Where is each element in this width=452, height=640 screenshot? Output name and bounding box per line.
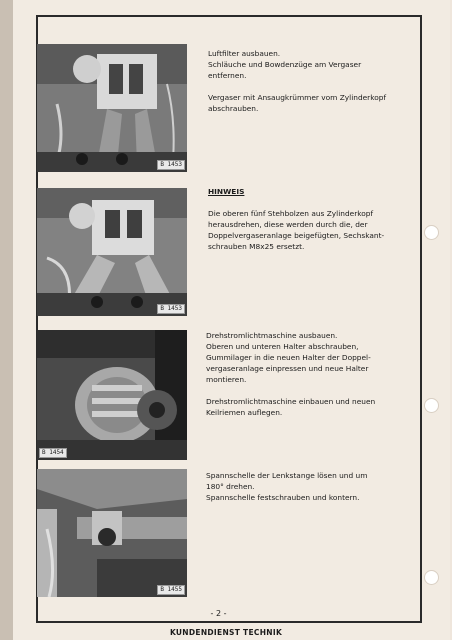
instruction-line: montieren. <box>206 375 247 384</box>
punch-hole <box>424 570 439 585</box>
instruction-line: Gummilager in die neuen Halter der Doppel- <box>206 353 371 362</box>
punch-hole <box>424 225 439 240</box>
photo-alternator <box>37 330 187 460</box>
instruction-line: Doppelvergaseranlage beigefügten, Sechskant- <box>208 231 385 240</box>
instruction-line: entfernen. <box>208 71 247 80</box>
photo-carburetor-1 <box>37 44 187 172</box>
instruction-line: Keilriemen auflegen. <box>206 408 283 417</box>
instruction-line: Oberen und unteren Halter abschrauben, <box>206 342 359 351</box>
instruction-line: Schläuche und Bowdenzüge am Vergaser <box>208 60 362 69</box>
photo-steering-clamp <box>37 469 187 597</box>
instruction-line: Drehstromlichtmaschine ausbauen. <box>206 331 338 340</box>
instruction-block-2 <box>208 186 384 252</box>
instruction-line: Luftfilter ausbauen. <box>208 49 281 58</box>
punch-hole <box>424 398 439 413</box>
note-heading: HINWEIS <box>208 187 245 196</box>
instruction-line: 180° drehen. <box>206 482 255 491</box>
instruction-line: herausdrehen, diese werden durch die, der <box>208 220 368 229</box>
page-number: - 2 - <box>210 609 227 618</box>
instruction-line: abschrauben. <box>208 104 259 113</box>
photo-label: B 1453 <box>157 304 185 314</box>
instruction-block-1 <box>208 48 386 114</box>
instruction-line <box>208 81 386 92</box>
photo-label: B 1453 <box>157 160 185 170</box>
instruction-line: Drehstromlichtmaschine einbauen und neuen <box>206 397 376 406</box>
instruction-line <box>208 197 384 208</box>
instruction-line: schrauben M8x25 ersetzt. <box>208 242 305 251</box>
instruction-line: Spannschelle festschrauben und kontern. <box>206 493 360 502</box>
instruction-block-4 <box>206 470 367 503</box>
instruction-line <box>206 385 375 396</box>
photo-carburetor-2 <box>37 188 187 316</box>
footer-title: KUNDENDIENST TECHNIK <box>169 628 283 637</box>
instruction-line: Die oberen fünf Stehbolzen aus Zylinderkopf <box>208 209 374 218</box>
instruction-line: vergaseranlage einpressen und neue Halter <box>206 364 369 373</box>
instruction-block-3 <box>206 330 375 418</box>
photo-label: B 1454 <box>39 448 67 458</box>
photo-label: B 1455 <box>157 585 185 595</box>
scan-edge <box>0 0 13 640</box>
instruction-line: Spannschelle der Lenkstange lösen und um <box>206 471 368 480</box>
instruction-line: Vergaser mit Ansaugkrümmer vom Zylinderkopf <box>208 93 387 102</box>
